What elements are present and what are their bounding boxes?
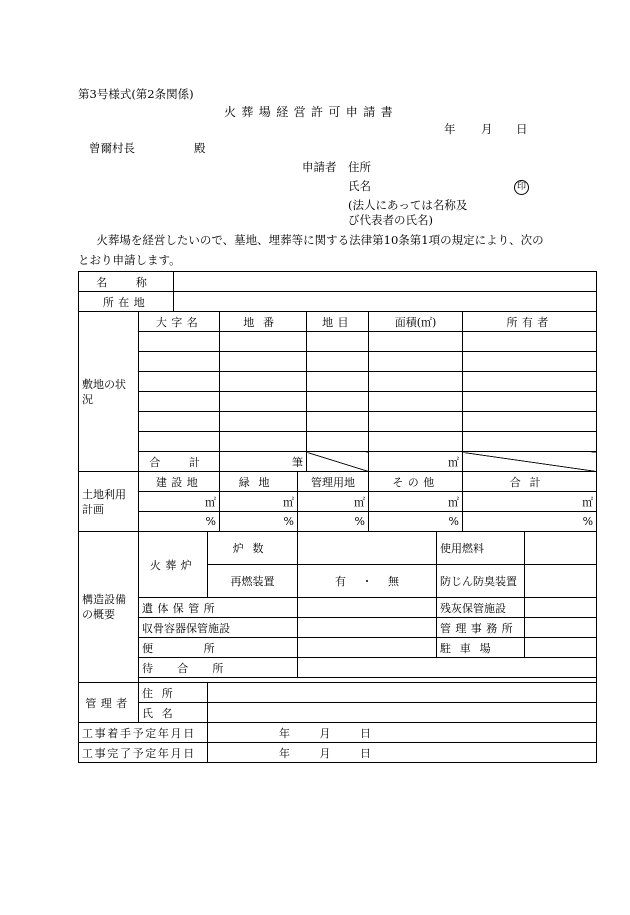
label-urn-storage: 収骨容器保管施設 <box>139 618 298 638</box>
label-manager-name: 氏名 <box>139 703 208 723</box>
category-cell[interactable] <box>307 352 369 372</box>
label-site-status: 敷地の状況 <box>79 312 139 472</box>
sqm-unit[interactable]: ㎡ <box>220 492 298 512</box>
site-row <box>79 412 597 432</box>
aza-cell[interactable] <box>139 392 220 412</box>
category-cell[interactable] <box>307 432 369 452</box>
application-form-table <box>78 271 597 763</box>
label-start-date: 工事着手予定年月日 <box>79 723 208 743</box>
site-row <box>79 372 597 392</box>
option-yes[interactable]: 有 <box>335 575 346 588</box>
body-storage-field[interactable] <box>298 598 437 618</box>
label-parking: 駐車場 <box>437 638 525 658</box>
addressee: 曾爾村長 <box>89 141 135 155</box>
percent-unit[interactable]: % <box>463 512 597 532</box>
label-body-storage: 遺体保管所 <box>139 598 298 618</box>
percent-unit[interactable]: % <box>298 512 369 532</box>
end-day: 日 <box>360 746 371 760</box>
sqm-unit[interactable]: ㎡ <box>298 492 369 512</box>
owner-cell[interactable] <box>463 432 597 452</box>
header-aza: 大字名 <box>139 312 220 332</box>
sqm-unit[interactable]: ㎡ <box>139 492 220 512</box>
office-field[interactable] <box>525 618 597 638</box>
manager-name-field[interactable] <box>208 703 597 723</box>
area-cell[interactable] <box>369 332 463 352</box>
fuel-field[interactable] <box>525 532 597 565</box>
seal-mark: 印 <box>514 180 529 195</box>
label-location: 所在地 <box>79 292 174 312</box>
diagonal-cell <box>463 452 597 472</box>
end-date-field[interactable] <box>208 743 597 763</box>
label-toilet: 便所 <box>139 638 298 658</box>
address-label: 住所 <box>348 160 371 174</box>
lot-cell[interactable] <box>220 412 307 432</box>
form-number: 第3号様式(第2条関係) <box>78 87 194 101</box>
label-reburn: 再燃装置 <box>208 565 298 598</box>
urn-storage-field[interactable] <box>298 618 437 638</box>
lot-cell[interactable] <box>220 372 307 392</box>
lot-cell[interactable] <box>220 392 307 412</box>
option-no[interactable]: 無 <box>388 575 399 588</box>
site-row <box>79 392 597 412</box>
start-date-field[interactable] <box>208 723 597 743</box>
label-land-use: 土地利用計画 <box>79 472 139 532</box>
percent-unit[interactable]: % <box>139 512 220 532</box>
lot-cell[interactable] <box>220 332 307 352</box>
header-management-land: 管理用地 <box>298 472 369 492</box>
owner-cell[interactable] <box>463 412 597 432</box>
waiting-room-field[interactable] <box>298 658 597 678</box>
area-cell[interactable] <box>369 372 463 392</box>
form-title: 火葬場経営許可申請書 <box>224 105 399 119</box>
header-other: その他 <box>369 472 463 492</box>
owner-cell[interactable] <box>463 332 597 352</box>
site-row <box>79 332 597 352</box>
reburn-options[interactable] <box>298 565 437 598</box>
aza-cell[interactable] <box>139 412 220 432</box>
location-field[interactable] <box>174 292 597 312</box>
date-day: 日 <box>516 122 528 136</box>
owner-cell[interactable] <box>463 352 597 372</box>
date-month: 月 <box>481 122 493 136</box>
diagonal-cell <box>307 452 369 472</box>
start-day: 日 <box>360 726 371 740</box>
label-waiting-room: 待合所 <box>139 658 298 678</box>
name-label: 氏名 <box>348 179 371 193</box>
label-ash-storage: 残灰保管施設 <box>437 598 525 618</box>
honorific: 殿 <box>194 141 206 155</box>
owner-cell[interactable] <box>463 372 597 392</box>
lot-cell[interactable] <box>220 352 307 372</box>
aza-cell[interactable] <box>139 432 220 452</box>
header-lot-number: 地番 <box>220 312 307 332</box>
corp-note-1: (法人にあっては名称及 <box>348 198 468 212</box>
furnace-count-field[interactable] <box>298 532 437 565</box>
label-fuel: 使用燃料 <box>437 532 525 565</box>
label-cremation-furnace: 火葬炉 <box>139 532 208 598</box>
category-cell[interactable] <box>307 412 369 432</box>
end-month: 月 <box>319 746 331 760</box>
aza-cell[interactable] <box>139 332 220 352</box>
end-year: 年 <box>279 746 290 760</box>
label-manager-address: 住所 <box>139 683 208 703</box>
parking-field[interactable] <box>525 638 597 658</box>
category-cell[interactable] <box>307 332 369 352</box>
label-structure: 構造設備の概要 <box>79 532 139 683</box>
label-furnace-count: 炉数 <box>208 532 298 565</box>
corp-note-2: び代表者の氏名) <box>348 213 433 227</box>
date-year: 年 <box>444 122 456 136</box>
ash-storage-field[interactable] <box>525 598 597 618</box>
owner-cell[interactable] <box>463 392 597 412</box>
label-manager: 管理者 <box>79 683 139 723</box>
percent-unit[interactable]: % <box>220 512 298 532</box>
toilet-field[interactable] <box>298 638 437 658</box>
area-cell[interactable] <box>369 352 463 372</box>
label-office: 管理事務所 <box>437 618 525 638</box>
area-cell[interactable] <box>369 432 463 452</box>
separator-dot: ・ <box>361 575 373 588</box>
sqm-unit[interactable]: ㎡ <box>369 492 463 512</box>
header-building-site: 建設地 <box>139 472 220 492</box>
header-land-total: 合計 <box>463 472 597 492</box>
label-site-total: 合 計 <box>139 452 220 472</box>
header-land-category: 地目 <box>307 312 369 332</box>
sqm-unit[interactable]: ㎡ <box>463 492 597 512</box>
name-field[interactable] <box>174 272 597 292</box>
label-end-date: 工事完了予定年月日 <box>79 743 208 763</box>
application-statement: 火葬場を経営したいので、墓地、埋葬等に関する法律第10条第1項の規定により、次のとおり申請します。 <box>78 233 544 267</box>
total-area-unit: ㎡ <box>369 452 463 472</box>
lot-cell[interactable] <box>220 432 307 452</box>
dust-odor-field[interactable] <box>525 565 597 598</box>
area-cell[interactable] <box>369 412 463 432</box>
total-lots-unit: 筆 <box>220 452 307 472</box>
percent-unit[interactable]: % <box>369 512 463 532</box>
category-cell[interactable] <box>307 392 369 412</box>
category-cell[interactable] <box>307 372 369 392</box>
area-cell[interactable] <box>369 392 463 412</box>
label-name: 名 称 <box>79 272 174 292</box>
site-row <box>79 432 597 452</box>
start-month: 月 <box>319 726 331 740</box>
site-row <box>79 352 597 372</box>
header-area: 面積(㎡) <box>369 312 463 332</box>
header-owner: 所有者 <box>463 312 597 332</box>
aza-cell[interactable] <box>139 372 220 392</box>
manager-address-field[interactable] <box>208 683 597 703</box>
label-dust-odor: 防じん防臭装置 <box>437 565 525 598</box>
start-year: 年 <box>279 726 290 740</box>
applicant-label: 申請者 <box>302 160 337 174</box>
header-green-area: 緑地 <box>220 472 298 492</box>
aza-cell[interactable] <box>139 352 220 372</box>
